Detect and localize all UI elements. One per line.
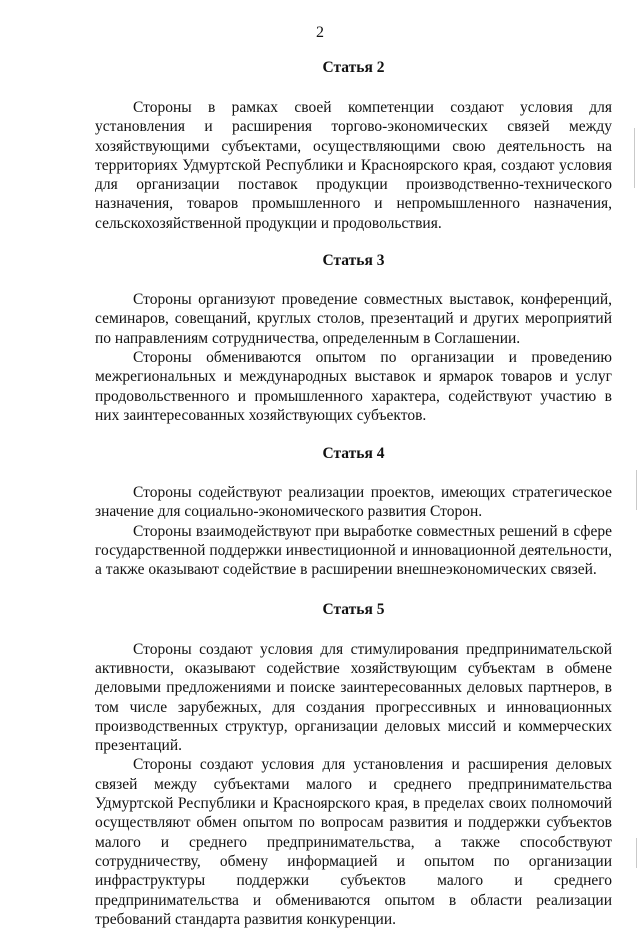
- article-paragraph: Стороны содействуют реализации проектов, имеющих стратегическое значение для социально-экономического развития Сторон.: [95, 484, 612, 521]
- scan-edge-mark: [636, 470, 637, 510]
- article-heading: Статья 3: [322, 252, 385, 270]
- article-5: [95, 600, 612, 929]
- article-heading: Статья 4: [322, 445, 385, 463]
- article-4: [95, 444, 612, 579]
- article-paragraph: Стороны создают условия для установления и расширения деловых связей между субъектами малого и среднего предпринимательства Удмуртской Республики и Красноярского края, в пределах своих полномочий осуществляют обмен опытом по вопросам развития и поддержки субъектов малого и среднего предпринимательства, а также способствуют сотрудничеству, обмену информацией и опытом по организации инфраструктуры поддержки субъектов малого и среднего предпринимательства и обмениваются опытом в области реализации требований стандарта развития конкуренции.: [95, 756, 612, 928]
- document-body: [95, 54, 612, 929]
- article-paragraph: Стороны взаимодействуют при выработке совместных решений в сфере государственной поддержки инвестиционной и инновационной деятельности, а также оказывают содействие в расширении внешнеэкономических связей.: [95, 522, 612, 579]
- scan-edge-mark: [634, 128, 635, 188]
- page-number: 2: [316, 24, 324, 41]
- scan-edge-mark: [636, 838, 637, 868]
- article-paragraph: Стороны в рамках своей компетенции создают условия для установления и расширения торгово-экономических связей между хозяйствующими субъектами, осуществляющими свою деятельность на территориях Удмуртской Республики и Красноярского края, создают условия для организации поставок продукции производственно-технического назначения, товаров промышленного и непромышленного назначения, сельскохозяйственной продукции и продовольствия.: [95, 99, 612, 232]
- article-3: [95, 251, 612, 425]
- article-paragraph: Стороны организуют проведение совместных выставок, конференций, семинаров, совещаний, круглых столов, презентаций и других мероприятий по направлениям сотрудничества, определенным в Соглашении.: [95, 291, 612, 347]
- article-heading: Статья 5: [322, 600, 385, 618]
- article-paragraph: Стороны обмениваются опытом по организации и проведению межрегиональных и международных выставок и ярмарок товаров и услуг продовольственного и промышленного характера, содействуют участию в них заинтересованных хозяйствующих субъектов.: [95, 348, 612, 424]
- article-heading: Статья 2: [322, 59, 385, 76]
- article-2: [95, 58, 612, 233]
- article-paragraph: Стороны создают условия для стимулирования предпринимательской активности, оказывают содействие хозяйствующим субъектам в обмене деловыми предложениями и поиске заинтересованных деловых партнеров, в том числе зарубежных, для создания прогрессивных и инновационных производственных структур, организации деловых миссий и коммерческих презентаций.: [95, 640, 612, 755]
